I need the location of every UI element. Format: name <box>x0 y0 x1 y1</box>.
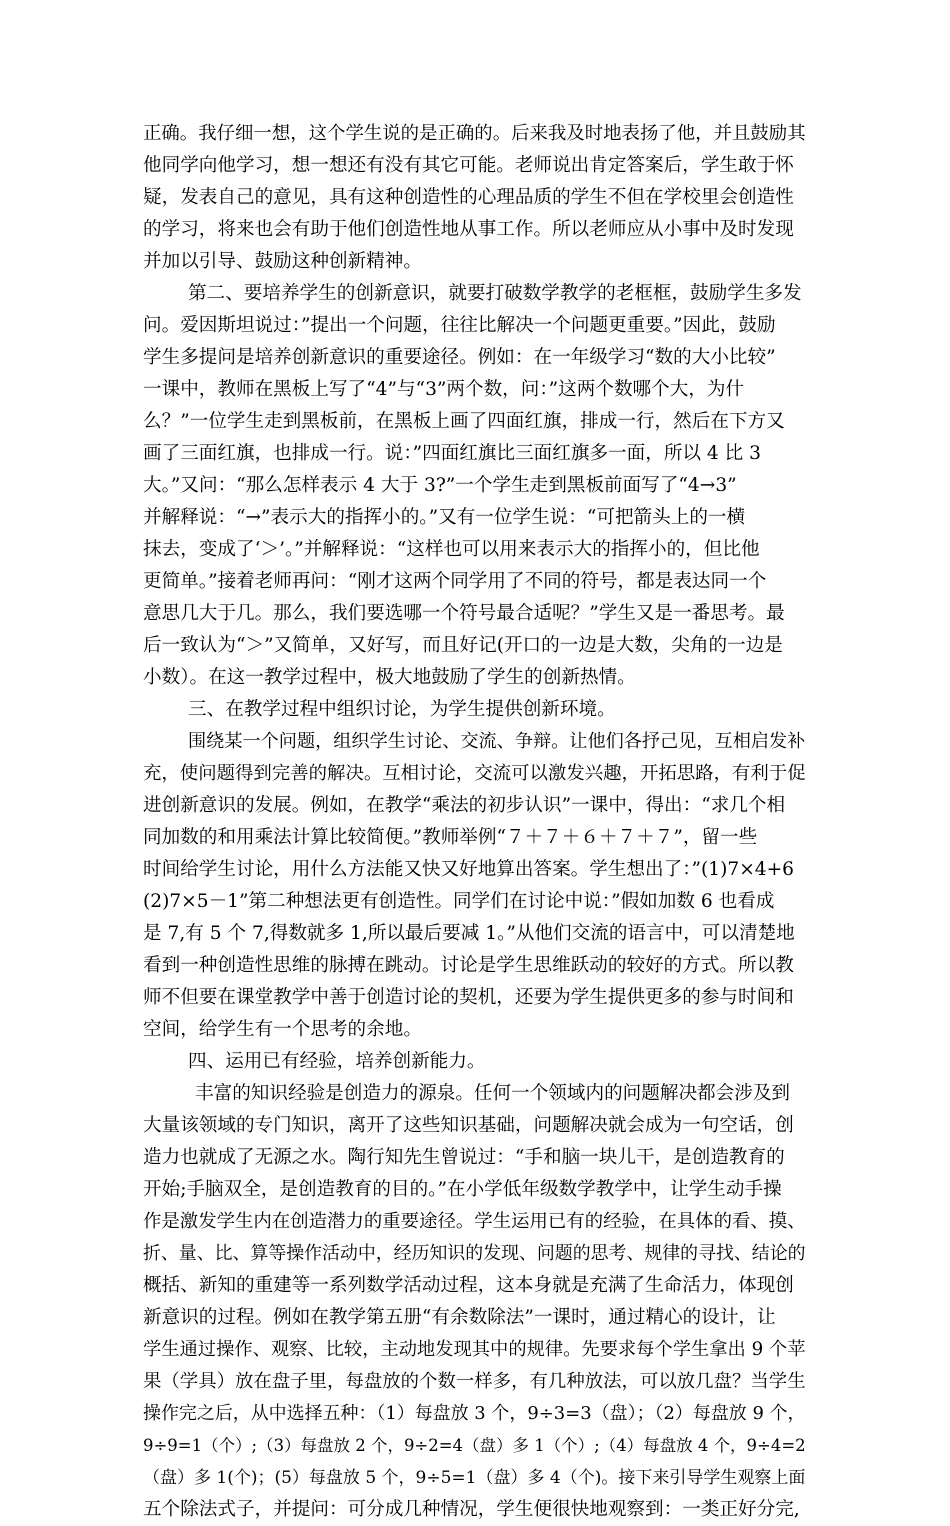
text-line: 开始;手脑双全，是创造教育的目的。”在小学低年级数学教学中，让学生动手操 <box>143 1179 782 1200</box>
text-line: 并加以引导、鼓励这种创新精神。 <box>143 251 422 272</box>
text-line: 是 7,有 5 个 7,得数就多 1,所以最后要减 1。”从他们交流的语言中，可以清楚地 <box>143 923 795 944</box>
text-line: 概括、新知的重建等一系列数学活动过程，这本身就是充满了生命活力，体现创 <box>143 1275 794 1296</box>
text-line: 操作完之后，从中选择五种：（1）每盘放 3 个，9÷3=3（盘）；（2）每盘放 9 个， <box>143 1403 806 1424</box>
text-line: 问。爱因斯坦说过：”提出一个问题，往往比解决一个问题更重要。”因此，鼓励 <box>143 315 776 336</box>
text-line: 丰富的知识经验是创造力的源泉。任何一个领域内的问题解决都会涉及到 <box>195 1083 791 1104</box>
text-line: 后一致认为“＞”又简单，又好写，而且好记(开口的一边是大数，尖角的一边是 <box>143 635 783 656</box>
text-line: 的学习，将来也会有助于他们创造性地从事工作。所以老师应从小事中及时发现 <box>143 219 794 240</box>
section-heading: 三、在教学过程中组织讨论，为学生提供创新环境。 <box>188 699 616 720</box>
text-line: 9÷9=1（个）;（3）每盘放 2 个，9÷2=4（盘）多 1（个）;（4）每盘放 4 个，9÷4=2 <box>143 1436 806 1455</box>
text-line: 大量该领域的专门知识，离开了这些知识基础，问题解决就会成为一句空话，创 <box>143 1115 794 1136</box>
text-line: 折、量、比、算等操作活动中，经历知识的发现、问题的思考、规律的寻找、结论的 <box>143 1243 806 1264</box>
body-text <box>143 118 809 1526</box>
text-line: 他同学向他学习，想一想还有没有其它可能。老师说出肯定答案后，学生敢于怀 <box>143 155 794 176</box>
text-line: 造力也就成了无源之水。陶行知先生曾说过：“手和脑一块儿干，是创造教育的 <box>143 1147 785 1168</box>
text-line: 么？”一位学生走到黑板前，在黑板上画了四面红旗，排成一行，然后在下方又 <box>143 411 785 432</box>
text-line: 空间，给学生有一个思考的余地。 <box>143 1019 422 1040</box>
text-line: 抹去，变成了‘＞’。”并解释说：“这样也可以用来表示大的指挥小的，但比他 <box>143 539 760 560</box>
text-line: 师不但要在课堂教学中善于创造讨论的契机，还要为学生提供更多的参与时间和 <box>143 987 794 1008</box>
text-line: 第二、要培养学生的创新意识，就要打破数学教学的老框框，鼓励学生多发 <box>188 283 802 304</box>
text-line: 疑，发表自己的意见，具有这种创造性的心理品质的学生不但在学校里会创造性 <box>143 187 794 208</box>
text-line: 五个除法式子，并提问：可分成几种情况，学生便很快地观察到：一类正好分完, <box>143 1499 800 1520</box>
text-line: 充，使问题得到完善的解决。互相讨论，交流可以激发兴趣，开拓思路，有利于促 <box>143 763 806 784</box>
text-line: 画了三面红旗，也排成一行。说：”四面红旗比三面红旗多一面，所以 4 比 3 <box>143 443 762 464</box>
text-line: 一课中，教师在黑板上写了“4”与“3”两个数，问：”这两个数哪个大，为什 <box>143 379 745 400</box>
text-line: 同加数的和用乘法计算比较简便。”教师举例“７＋７＋６＋７＋７”，留一些 <box>143 827 758 848</box>
text-line: 意思几大于几。那么，我们要选哪一个符号最合适呢？”学生又是一番思考。最 <box>143 603 785 624</box>
text-line: 作是激发学生内在创造潜力的重要途径。学生运用已有的经验，在具体的看、摸、 <box>143 1211 806 1232</box>
text-line: 进创新意识的发展。例如，在教学“乘法的初步认识”一课中，得出：“求几个相 <box>143 795 786 816</box>
section-heading: 四、运用已有经验，培养创新能力。 <box>188 1051 486 1072</box>
text-line: 学生通过操作、观察、比较，主动地发现其中的规律。先要求每个学生拿出 9 个苹 <box>143 1339 806 1360</box>
text-line: 小数）。在这一教学过程中，极大地鼓励了学生的创新热情。 <box>143 667 636 688</box>
text-line: 大。”又问：“那么怎样表示 4 大于 3?”一个学生走到黑板前面写了“4→3” <box>143 475 737 496</box>
text-line: (2)7×5－1”第二种想法更有创造性。同学们在讨论中说：”假如加数 6 也看成 <box>143 891 775 912</box>
text-line: 新意识的过程。例如在教学第五册“有余数除法”一课时，通过精心的设计，让 <box>143 1307 776 1328</box>
text-line: 果（学具）放在盘子里，每盘放的个数一样多，有几种放法，可以放几盘？当学生 <box>143 1371 806 1392</box>
text-line: 时间给学生讨论，用什么方法能又快又好地算出答案。学生想出了：”(1)7×4+6 <box>143 859 795 880</box>
text-line: 并解释说：“→”表示大的指挥小的。”又有一位学生说：“可把箭头上的一横 <box>143 507 746 528</box>
text-line: 围绕某一个问题，组织学生讨论、交流、争辩。让他们各抒己见，互相启发补 <box>188 731 806 752</box>
text-line: 看到一种创造性思维的脉搏在跳动。讨论是学生思维跃动的较好的方式。所以教 <box>143 955 794 976</box>
text-line: 正确。我仔细一想，这个学生说的是正确的。后来我及时地表扬了他，并且鼓励其 <box>143 123 806 144</box>
text-line: （盘）多 1(个)；(5）每盘放 5 个，9÷5=1（盘）多 4（个)。接下来引导学生观察上面 <box>143 1468 806 1488</box>
text-line: 学生多提问是培养创新意识的重要途径。例如：在一年级学习“数的大小比较” <box>143 347 776 368</box>
text-line: 更简单。”接着老师再问：“刚才这两个同学用了不同的符号，都是表达同一个 <box>143 571 767 592</box>
